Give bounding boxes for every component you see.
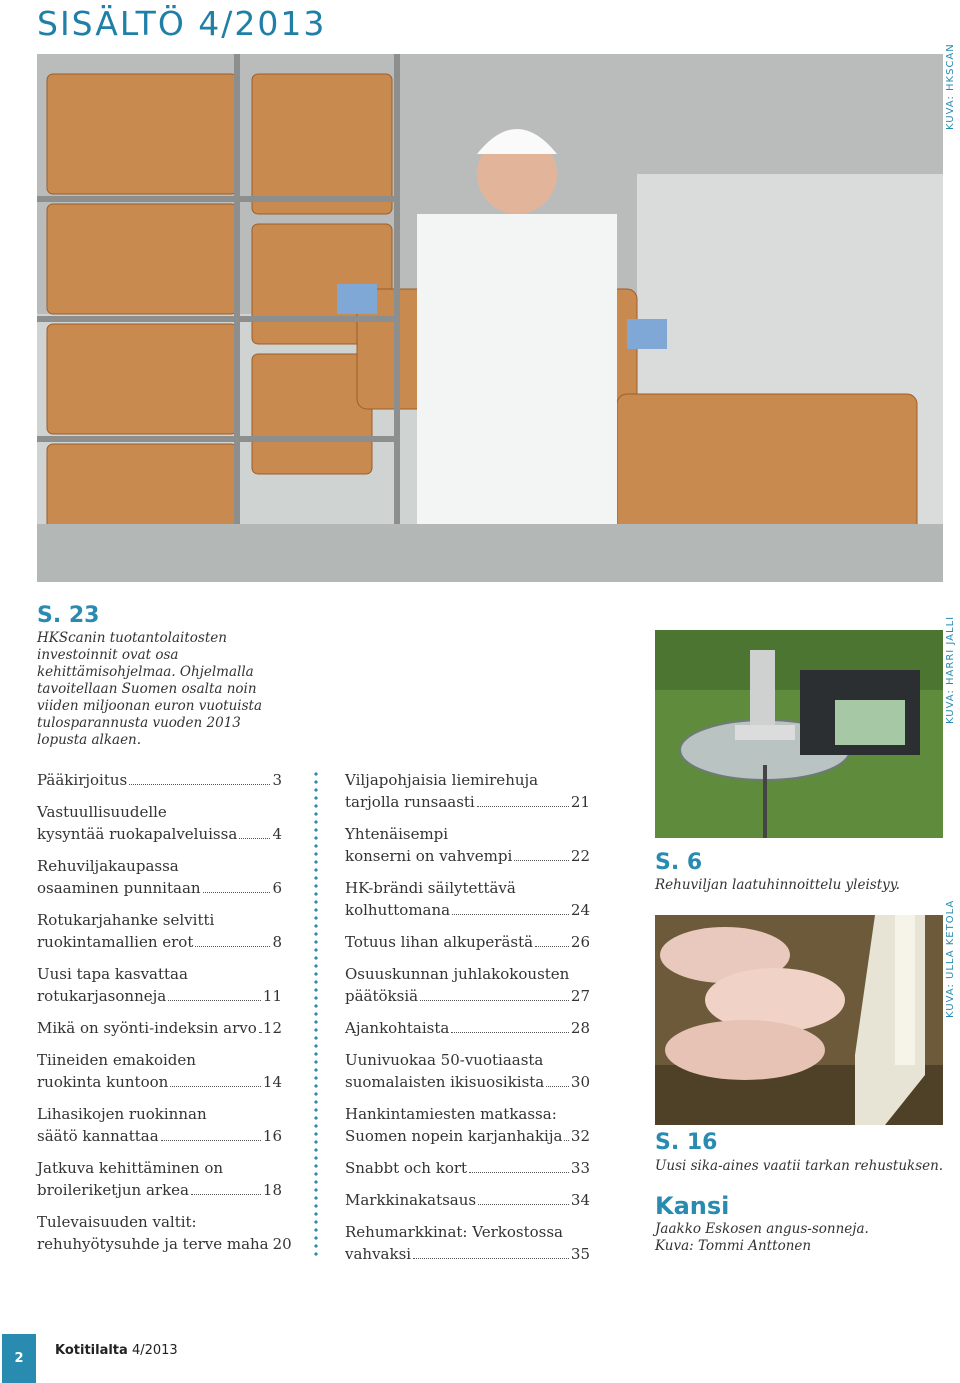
caption-page-ref: S. 16 [655,1130,718,1155]
toc-right-column [345,769,590,1275]
toc-entry-line [345,823,590,845]
toc-page-number: 14 [262,1073,282,1091]
toc-entry[interactable] [345,931,590,953]
toc-entry-line [345,1243,590,1265]
toc-entry-title: Snabbt och kort [345,1159,468,1177]
toc-leader-dots [239,838,270,839]
page-title: SISÄLTÖ 4/2013 [37,4,327,43]
toc-entry-line [345,1103,590,1125]
dotted-divider [314,770,318,1260]
toc-entry-line [345,1049,590,1071]
toc-entry-title: Uusi tapa kasvattaa [37,965,188,983]
caption-text: HKScanin tuotantolaitosten investoinnit ovat osa kehittämisohjelmaa. Ohjelmalla tavoitellaan Suomen osalta noin viiden miljoonan euron vuotuista tulosparannusta vuoden 2013 lopusta alkaen. [37,630,263,748]
toc-page-number: 33 [570,1159,590,1177]
toc-page-number: 34 [570,1191,590,1209]
toc-entry[interactable] [345,823,590,867]
toc-entry[interactable] [345,877,590,921]
toc-entry-title: vahvaksi [345,1245,412,1263]
toc-entry-title: ruokintamallien erot [37,933,194,951]
toc-page-number: 26 [570,933,590,951]
photo-credit: KUVA: HARRI JALLI [945,615,956,724]
caption-page-ref: S. 23 [37,603,100,628]
toc-entry[interactable] [37,1049,282,1093]
toc-leader-dots [203,892,271,893]
toc-entry-line [345,791,590,813]
toc-left-column [37,769,292,1265]
toc-entry-line [345,845,590,867]
cover-title: Kansi [655,1192,730,1220]
toc-entry-title: Tulevaisuuden valtit: [37,1213,197,1231]
toc-leader-dots [259,1032,261,1033]
toc-page-number: 11 [262,987,282,1005]
toc-entry[interactable] [37,909,282,953]
photo-credit: KUVA: HKSCAN [945,43,956,130]
toc-leader-dots [469,1172,569,1173]
toc-entry-title: Vastuullisuudelle [37,803,167,821]
toc-leader-dots [535,946,569,947]
toc-entry-title: Totuus lihan alkuperästä [345,933,534,951]
toc-entry-line [345,963,590,985]
toc-entry-title: Hankintamiesten matkassa: [345,1105,557,1123]
photo-credit: KUVA: ULLA KETOLA [945,899,956,1018]
toc-page-number: 27 [570,987,590,1005]
toc-entry-title: Uunivuokaa 50-vuotiaasta [345,1051,544,1069]
toc-page-number: 4 [272,825,282,843]
toc-entry-line [37,985,282,1007]
toc-entry-line [345,1189,590,1211]
toc-entry[interactable] [37,855,282,899]
toc-entry-title: Rotukarjahanke selvitti [37,911,215,929]
toc-entry-title: kolhuttomana [345,901,451,919]
toc-leader-dots [195,946,270,947]
toc-page-number: 3 [272,771,282,789]
toc-entry-line [345,1157,590,1179]
toc-entry-title: Jatkuva kehittäminen on [37,1159,224,1177]
toc-page-number: 30 [570,1073,590,1091]
toc-entry[interactable] [37,1157,282,1201]
toc-entry-line [37,1157,282,1179]
caption-text: Uusi sika-aines vaatii tarkan rehustuksen. [655,1158,944,1174]
sausage-factory-photo [37,54,943,582]
toc-entry-line [37,1103,282,1125]
toc-entry-title: Viljapohjaisia liemirehuja [345,771,539,789]
toc-leader-dots [451,1032,569,1033]
toc-entry-title: HK-brändi säilytettävä [345,879,516,897]
toc-entry-line [345,1125,590,1147]
toc-entry-title: Lihasikojen ruokinnan [37,1105,207,1123]
toc-page-number: 32 [570,1127,590,1145]
toc-entry[interactable] [345,769,590,813]
toc-entry-line [37,855,282,877]
toc-entry-title: kysyntää ruokapalveluissa [37,825,238,843]
cover-description: Jaakko Eskosen angus-sonneja. [655,1221,869,1237]
toc-entry[interactable] [345,1157,590,1179]
toc-entry[interactable] [345,963,590,1007]
toc-entry[interactable] [37,801,282,845]
toc-entry-title: Rehuviljakaupassa [37,857,179,875]
caption-page-ref: S. 6 [655,850,703,875]
toc-page-number: 18 [262,1181,282,1199]
toc-entry-line [37,1211,282,1233]
toc-entry[interactable] [37,769,282,791]
toc-entry-title: konserni on vahvempi [345,847,513,865]
toc-entry-line [37,801,282,823]
toc-leader-dots [168,1000,261,1001]
toc-entry-title: Suomen nopein karjanhakija [345,1127,563,1145]
toc-entry-line [37,877,282,899]
toc-entry-line [345,985,590,1007]
toc-entry-line [345,1071,590,1093]
toc-entry[interactable] [37,963,282,1007]
toc-page-number: 22 [570,847,590,865]
toc-entry-line [37,1049,282,1071]
toc-leader-dots [478,1204,569,1205]
toc-entry[interactable] [345,1017,590,1039]
toc-entry-title: Pääkirjoitus [37,771,128,789]
toc-leader-dots [546,1086,569,1087]
toc-entry-line [345,931,590,953]
toc-leader-dots [564,1140,568,1141]
toc-entry-title: Rehumarkkinat: Verkostossa [345,1223,563,1241]
toc-leader-dots [161,1140,261,1141]
toc-page-number: 24 [570,901,590,919]
toc-page-number: 20 [272,1235,292,1253]
toc-entry[interactable] [345,1103,590,1147]
toc-leader-dots [452,914,569,915]
magazine-name: Kotitilalta [55,1343,128,1358]
page-number: 2 [2,1334,36,1383]
toc-entry-title: säätö kannattaa [37,1127,159,1145]
toc-entry-title: Yhtenäisempi [345,825,449,843]
toc-entry-title: rotukarjasonneja [37,987,167,1005]
toc-leader-dots [129,784,270,785]
toc-entry-title: Tiineiden emakoiden [37,1051,196,1069]
toc-leader-dots [170,1086,261,1087]
toc-entry-line [37,1017,282,1039]
toc-entry[interactable] [345,1221,590,1265]
toc-leader-dots [477,806,569,807]
toc-entry-title: Ajankohtaista [345,1019,450,1037]
toc-entry-title: rehuhyötysuhde ja terve maha [37,1235,269,1253]
toc-entry[interactable] [37,1103,282,1147]
toc-leader-dots [191,1194,261,1195]
footer-magazine [55,1343,178,1358]
toc-entry-line [345,1221,590,1243]
toc-page-number: 16 [262,1127,282,1145]
toc-page-number: 8 [272,933,282,951]
cover-photographer: Kuva: Tommi Anttonen [655,1238,812,1254]
caption-text: Rehuviljan laatuhinnoittelu yleistyy. [655,877,900,893]
toc-entry-line [37,1179,282,1201]
toc-page-number: 35 [570,1245,590,1263]
toc-entry-line [37,909,282,931]
toc-entry-line [37,1233,292,1255]
toc-entry[interactable] [345,1049,590,1093]
toc-entry-line [37,1071,282,1093]
toc-entry[interactable] [345,1189,590,1211]
toc-entry-title: Markkinakatsaus [345,1191,477,1209]
toc-entry-line [37,1125,282,1147]
toc-entry-title: ruokinta kuntoon [37,1073,169,1091]
toc-leader-dots [514,860,569,861]
toc-entry-line [37,823,282,845]
toc-leader-dots [413,1258,569,1259]
toc-entry-title: tarjolla runsaasti [345,793,475,811]
toc-page-number: 21 [570,793,590,811]
cover-text [655,1221,950,1255]
scale-photo [655,630,943,838]
toc-entry-line [345,1017,590,1039]
toc-entry-line [37,769,282,791]
toc-entry-line [345,877,590,899]
pigs-photo [655,915,943,1125]
toc-entry-title: suomalaisten ikisuosikista [345,1073,545,1091]
toc-entry[interactable] [37,1017,282,1039]
toc-entry-line [37,963,282,985]
toc-entry-line [37,931,282,953]
toc-entry-title: Osuuskunnan juhlakokousten [345,965,570,983]
toc-entry[interactable] [37,1211,292,1255]
toc-leader-dots [420,1000,569,1001]
toc-page-number: 28 [570,1019,590,1037]
toc-entry-line [345,899,590,921]
toc-page-number: 12 [262,1019,282,1037]
toc-page-number: 6 [272,879,282,897]
toc-entry-title: Mikä on syönti-indeksin arvo [37,1019,257,1037]
toc-entry-line [345,769,590,791]
toc-entry-title: broileriketjun arkea [37,1181,189,1199]
magazine-issue: 4/2013 [131,1343,178,1358]
toc-entry-title: päätöksiä [345,987,419,1005]
toc-entry-title: osaaminen punnitaan [37,879,201,897]
